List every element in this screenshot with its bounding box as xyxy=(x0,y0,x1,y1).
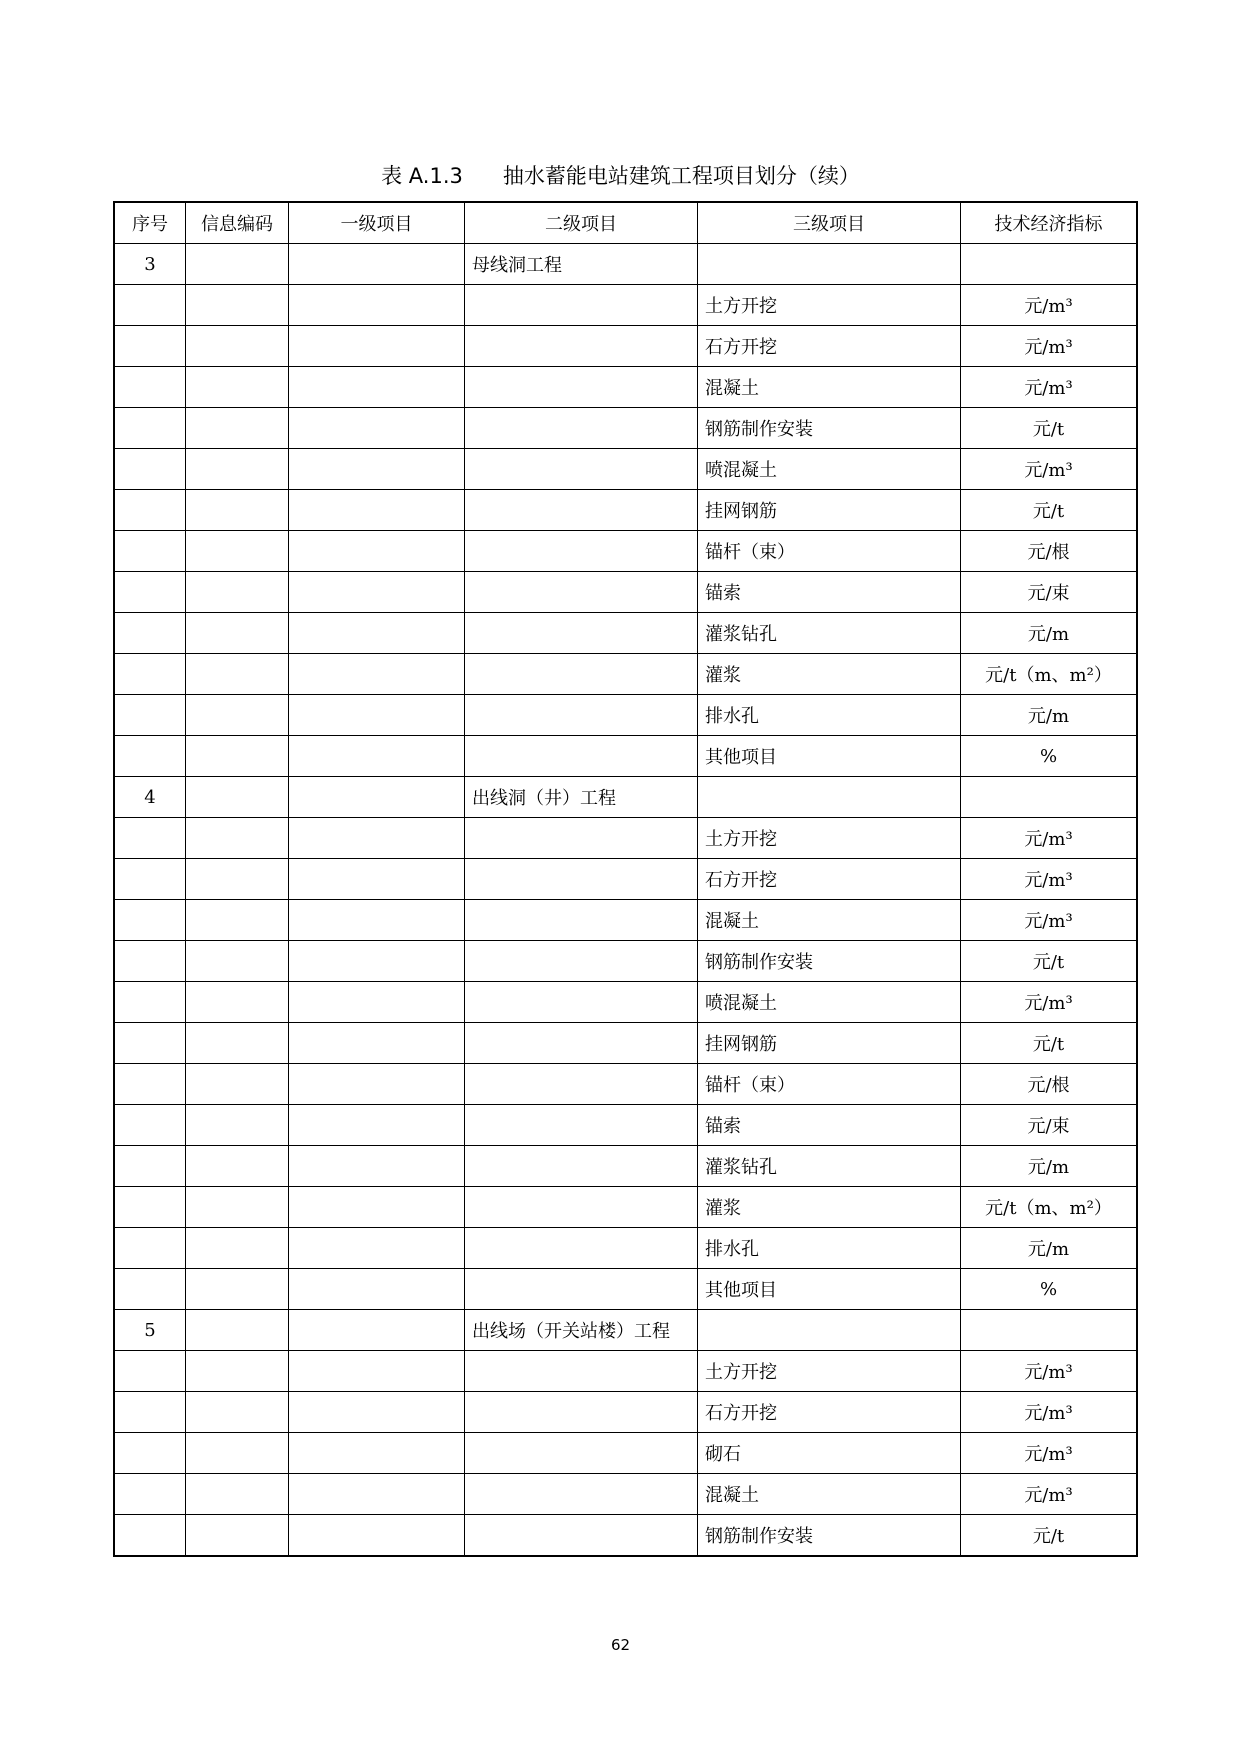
cell-indicator: 元/m³ xyxy=(961,1392,1138,1433)
cell-info-code xyxy=(186,1023,289,1064)
cell-level1 xyxy=(289,736,465,777)
cell-level2 xyxy=(465,1023,698,1064)
cell-seq xyxy=(114,408,186,449)
cell-info-code xyxy=(186,572,289,613)
table-row xyxy=(114,1269,1137,1310)
cell-info-code xyxy=(186,1515,289,1557)
table-row xyxy=(114,777,1137,818)
cell-level3: 排水孔 xyxy=(698,695,961,736)
cell-level2 xyxy=(465,490,698,531)
cell-seq: 5 xyxy=(114,1310,186,1351)
cell-seq xyxy=(114,531,186,572)
cell-info-code xyxy=(186,531,289,572)
cell-indicator: 元/t xyxy=(961,941,1138,982)
cell-level3: 砌石 xyxy=(698,1433,961,1474)
cell-level2 xyxy=(465,1187,698,1228)
table-code: 表 A.1.3 xyxy=(381,164,463,188)
cell-level3: 土方开挖 xyxy=(698,285,961,326)
cell-info-code xyxy=(186,941,289,982)
cell-info-code xyxy=(186,736,289,777)
cell-level2 xyxy=(465,1351,698,1392)
cell-indicator: 元/m³ xyxy=(961,1351,1138,1392)
cell-info-code xyxy=(186,654,289,695)
cell-level3: 喷混凝土 xyxy=(698,982,961,1023)
cell-info-code xyxy=(186,859,289,900)
cell-seq xyxy=(114,1064,186,1105)
cell-level1 xyxy=(289,1351,465,1392)
cell-level2 xyxy=(465,326,698,367)
cell-level1 xyxy=(289,818,465,859)
table-row xyxy=(114,1187,1137,1228)
cell-level1 xyxy=(289,449,465,490)
cell-level3: 钢筋制作安装 xyxy=(698,1515,961,1557)
cell-level3: 土方开挖 xyxy=(698,818,961,859)
cell-level1 xyxy=(289,285,465,326)
cell-info-code xyxy=(186,1228,289,1269)
table-row xyxy=(114,1351,1137,1392)
cell-indicator: 元/t xyxy=(961,490,1138,531)
table-row xyxy=(114,1474,1137,1515)
cell-level1 xyxy=(289,1187,465,1228)
cell-level2 xyxy=(465,285,698,326)
cell-seq xyxy=(114,1146,186,1187)
table-title xyxy=(0,160,1241,190)
table-row xyxy=(114,1105,1137,1146)
cell-indicator: 元/束 xyxy=(961,572,1138,613)
cell-level2 xyxy=(465,1515,698,1557)
table-row xyxy=(114,900,1137,941)
cell-seq xyxy=(114,1515,186,1557)
table-row xyxy=(114,572,1137,613)
cell-level3: 石方开挖 xyxy=(698,859,961,900)
cell-level3 xyxy=(698,1310,961,1351)
cell-info-code xyxy=(186,818,289,859)
cell-level2 xyxy=(465,736,698,777)
cell-level3: 灌浆 xyxy=(698,1187,961,1228)
cell-indicator: 元/m xyxy=(961,695,1138,736)
table-row xyxy=(114,941,1137,982)
cell-level1 xyxy=(289,777,465,818)
cell-info-code xyxy=(186,777,289,818)
cell-level2 xyxy=(465,408,698,449)
cell-indicator: 元/m³ xyxy=(961,449,1138,490)
cell-seq xyxy=(114,654,186,695)
header-level2: 二级项目 xyxy=(465,202,698,244)
header-indicator: 技术经济指标 xyxy=(961,202,1138,244)
cell-level1 xyxy=(289,613,465,654)
cell-indicator: % xyxy=(961,736,1138,777)
cell-info-code xyxy=(186,1105,289,1146)
table-row xyxy=(114,818,1137,859)
cell-info-code xyxy=(186,326,289,367)
cell-level2 xyxy=(465,572,698,613)
cell-info-code xyxy=(186,900,289,941)
cell-level2: 出线场（开关站楼）工程 xyxy=(465,1310,698,1351)
cell-indicator: 元/m³ xyxy=(961,367,1138,408)
cell-seq xyxy=(114,1187,186,1228)
cell-level3: 灌浆钻孔 xyxy=(698,1146,961,1187)
cell-level3: 挂网钢筋 xyxy=(698,1023,961,1064)
cell-seq xyxy=(114,1433,186,1474)
cell-seq xyxy=(114,613,186,654)
cell-indicator: 元/t（m、m²） xyxy=(961,654,1138,695)
table-row xyxy=(114,1228,1137,1269)
cell-level3: 喷混凝土 xyxy=(698,449,961,490)
cell-indicator: 元/t xyxy=(961,408,1138,449)
cell-level2 xyxy=(465,1392,698,1433)
cell-level1 xyxy=(289,1228,465,1269)
cell-level2: 母线洞工程 xyxy=(465,244,698,285)
cell-level3 xyxy=(698,244,961,285)
cell-info-code xyxy=(186,285,289,326)
cell-indicator: 元/m³ xyxy=(961,1474,1138,1515)
cell-level1 xyxy=(289,531,465,572)
cell-level3: 钢筋制作安装 xyxy=(698,408,961,449)
cell-level2: 出线洞（井）工程 xyxy=(465,777,698,818)
cell-info-code xyxy=(186,1064,289,1105)
cell-level1 xyxy=(289,1515,465,1557)
cell-indicator: 元/m xyxy=(961,1146,1138,1187)
cell-level2 xyxy=(465,531,698,572)
cell-level2 xyxy=(465,695,698,736)
cell-seq xyxy=(114,859,186,900)
header-row xyxy=(114,202,1137,244)
cell-level1 xyxy=(289,859,465,900)
cell-level1 xyxy=(289,1474,465,1515)
cell-level1 xyxy=(289,900,465,941)
cell-level1 xyxy=(289,1433,465,1474)
cell-level3: 排水孔 xyxy=(698,1228,961,1269)
cell-level1 xyxy=(289,941,465,982)
cell-info-code xyxy=(186,244,289,285)
cell-level1 xyxy=(289,1146,465,1187)
table-row xyxy=(114,1310,1137,1351)
header-level3: 三级项目 xyxy=(698,202,961,244)
cell-indicator: 元/m³ xyxy=(961,818,1138,859)
cell-level3: 锚杆（束） xyxy=(698,531,961,572)
cell-seq xyxy=(114,490,186,531)
cell-level3 xyxy=(698,777,961,818)
cell-level3: 锚索 xyxy=(698,1105,961,1146)
table-row xyxy=(114,244,1137,285)
table-row xyxy=(114,449,1137,490)
cell-seq xyxy=(114,1228,186,1269)
cell-level3: 其他项目 xyxy=(698,1269,961,1310)
cell-indicator: 元/t xyxy=(961,1515,1138,1557)
cell-seq: 3 xyxy=(114,244,186,285)
cell-level1 xyxy=(289,695,465,736)
table-row xyxy=(114,1392,1137,1433)
cell-seq xyxy=(114,572,186,613)
cell-level2 xyxy=(465,1105,698,1146)
cell-level2 xyxy=(465,1228,698,1269)
cell-level2 xyxy=(465,654,698,695)
cell-indicator: 元/m³ xyxy=(961,326,1138,367)
cell-level3: 其他项目 xyxy=(698,736,961,777)
cell-level2 xyxy=(465,1269,698,1310)
cell-seq xyxy=(114,367,186,408)
cell-indicator: 元/m³ xyxy=(961,1433,1138,1474)
cell-level2 xyxy=(465,1474,698,1515)
cell-info-code xyxy=(186,1187,289,1228)
cell-indicator xyxy=(961,777,1138,818)
header-level1: 一级项目 xyxy=(289,202,465,244)
table-row xyxy=(114,1064,1137,1105)
cell-level1 xyxy=(289,326,465,367)
cell-indicator: 元/t（m、m²） xyxy=(961,1187,1138,1228)
cell-indicator: 元/m xyxy=(961,1228,1138,1269)
table-row xyxy=(114,859,1137,900)
cell-level1 xyxy=(289,654,465,695)
cell-info-code xyxy=(186,695,289,736)
cell-level2 xyxy=(465,1146,698,1187)
cell-level1 xyxy=(289,244,465,285)
table-row xyxy=(114,654,1137,695)
cell-seq xyxy=(114,695,186,736)
cell-level3: 混凝土 xyxy=(698,367,961,408)
cell-seq xyxy=(114,1474,186,1515)
cell-level3: 石方开挖 xyxy=(698,326,961,367)
cell-seq xyxy=(114,982,186,1023)
cell-info-code xyxy=(186,408,289,449)
header-info-code: 信息编码 xyxy=(186,202,289,244)
cell-level2 xyxy=(465,859,698,900)
cell-info-code xyxy=(186,490,289,531)
table-row xyxy=(114,1146,1137,1187)
cell-level1 xyxy=(289,1105,465,1146)
cell-indicator: 元/m³ xyxy=(961,900,1138,941)
table-row xyxy=(114,326,1137,367)
cell-level3: 土方开挖 xyxy=(698,1351,961,1392)
cell-indicator: 元/根 xyxy=(961,1064,1138,1105)
cell-indicator: 元/根 xyxy=(961,531,1138,572)
cell-info-code xyxy=(186,367,289,408)
cell-level1 xyxy=(289,408,465,449)
cell-indicator: 元/m³ xyxy=(961,859,1138,900)
cell-level2 xyxy=(465,613,698,654)
cell-level1 xyxy=(289,1310,465,1351)
cell-indicator xyxy=(961,244,1138,285)
cell-level1 xyxy=(289,1392,465,1433)
cell-level2 xyxy=(465,900,698,941)
cell-level3: 混凝土 xyxy=(698,900,961,941)
cell-level3: 混凝土 xyxy=(698,1474,961,1515)
table-row xyxy=(114,1433,1137,1474)
table-row xyxy=(114,1023,1137,1064)
cell-level3: 锚索 xyxy=(698,572,961,613)
cell-info-code xyxy=(186,1310,289,1351)
cell-seq xyxy=(114,736,186,777)
table-body xyxy=(114,244,1137,1557)
table-row xyxy=(114,613,1137,654)
cell-info-code xyxy=(186,1392,289,1433)
cell-level2 xyxy=(465,1064,698,1105)
cell-level2 xyxy=(465,449,698,490)
cell-info-code xyxy=(186,449,289,490)
cell-level3: 石方开挖 xyxy=(698,1392,961,1433)
cell-seq xyxy=(114,449,186,490)
table-row xyxy=(114,408,1137,449)
cell-level2 xyxy=(465,982,698,1023)
header-seq: 序号 xyxy=(114,202,186,244)
cell-indicator: 元/m xyxy=(961,613,1138,654)
table-row xyxy=(114,982,1137,1023)
table-row xyxy=(114,1515,1137,1557)
cell-level2 xyxy=(465,941,698,982)
cell-level1 xyxy=(289,572,465,613)
cell-seq xyxy=(114,1392,186,1433)
table-row xyxy=(114,695,1137,736)
cell-info-code xyxy=(186,1146,289,1187)
cell-level1 xyxy=(289,1023,465,1064)
cell-seq xyxy=(114,818,186,859)
cell-seq xyxy=(114,941,186,982)
cell-seq xyxy=(114,900,186,941)
cell-seq xyxy=(114,1105,186,1146)
cell-level1 xyxy=(289,367,465,408)
table-row xyxy=(114,367,1137,408)
cell-level2 xyxy=(465,818,698,859)
cell-seq: 4 xyxy=(114,777,186,818)
cell-indicator xyxy=(961,1310,1138,1351)
cell-indicator: 元/t xyxy=(961,1023,1138,1064)
cell-indicator: % xyxy=(961,1269,1138,1310)
cell-level2 xyxy=(465,367,698,408)
cell-level3: 灌浆钻孔 xyxy=(698,613,961,654)
cell-seq xyxy=(114,1023,186,1064)
cell-info-code xyxy=(186,1433,289,1474)
cell-info-code xyxy=(186,613,289,654)
cell-level3: 锚杆（束） xyxy=(698,1064,961,1105)
cell-info-code xyxy=(186,1351,289,1392)
cell-level1 xyxy=(289,1064,465,1105)
project-division-table xyxy=(113,201,1138,1557)
cell-info-code xyxy=(186,1474,289,1515)
cell-seq xyxy=(114,285,186,326)
table-row xyxy=(114,736,1137,777)
cell-level3: 挂网钢筋 xyxy=(698,490,961,531)
cell-info-code xyxy=(186,1269,289,1310)
cell-indicator: 元/束 xyxy=(961,1105,1138,1146)
table-row xyxy=(114,285,1137,326)
cell-info-code xyxy=(186,982,289,1023)
cell-seq xyxy=(114,326,186,367)
table-row xyxy=(114,490,1137,531)
cell-level3: 钢筋制作安装 xyxy=(698,941,961,982)
cell-indicator: 元/m³ xyxy=(961,982,1138,1023)
cell-level3: 灌浆 xyxy=(698,654,961,695)
table-row xyxy=(114,531,1137,572)
cell-level1 xyxy=(289,982,465,1023)
cell-level2 xyxy=(465,1433,698,1474)
cell-level1 xyxy=(289,1269,465,1310)
page-number: 62 xyxy=(610,1636,631,1654)
cell-level1 xyxy=(289,490,465,531)
cell-seq xyxy=(114,1351,186,1392)
table-title-text: 抽水蓄能电站建筑工程项目划分（续） xyxy=(502,164,860,188)
cell-indicator: 元/m³ xyxy=(961,285,1138,326)
cell-seq xyxy=(114,1269,186,1310)
